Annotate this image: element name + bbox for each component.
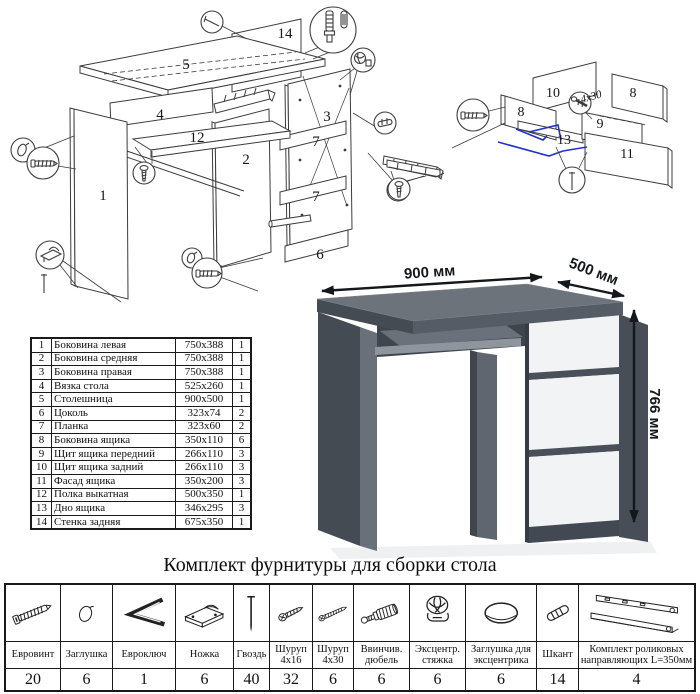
parts-list <box>30 337 252 530</box>
label-part-13: 13 <box>557 133 571 148</box>
part-name: Боковина правая <box>52 366 176 380</box>
hardware-item-quantity: 32 <box>283 670 299 688</box>
part-number: 2 <box>31 352 52 366</box>
part-number: 9 <box>31 447 52 461</box>
cap-icon <box>61 585 112 642</box>
hardware-item <box>354 585 410 690</box>
part-number: 7 <box>31 420 52 434</box>
part-number: 5 <box>31 393 52 407</box>
wooden-dowel-icon <box>537 585 578 642</box>
dowel-screw-and-dowel-callout <box>310 7 356 53</box>
confirmat-callout-drawer <box>457 99 489 131</box>
hardware-item <box>234 585 270 690</box>
part-number: 8 <box>31 434 52 448</box>
depth-dimension-label: 500 мм <box>566 254 621 289</box>
hardware-item <box>270 585 313 690</box>
hardware-item <box>579 585 694 690</box>
parts-table-row <box>31 366 251 380</box>
hardware-item-quantity: 6 <box>82 670 91 688</box>
hardware-item <box>466 585 537 690</box>
desk-render <box>317 255 663 559</box>
parts-table-row <box>31 379 251 393</box>
left-panel-outer <box>318 312 360 546</box>
foot-callout <box>36 241 64 293</box>
part-name: Боковина ящика <box>52 434 176 448</box>
part-name: Фасад ящика <box>52 474 176 488</box>
label-part-8-left: 8 <box>517 105 525 120</box>
part-quantity: 1 <box>233 393 252 407</box>
hardware-item-quantity: 4 <box>632 670 641 688</box>
middle-panel-front <box>477 352 497 540</box>
part-quantity: 3 <box>233 447 252 461</box>
hardware-item-quantity: 40 <box>243 670 260 688</box>
nail-icon <box>234 585 269 642</box>
parts-table-row <box>31 420 251 434</box>
part-size: 900x500 <box>176 393 233 407</box>
label-part-3: 3 <box>323 109 331 125</box>
part-size: 750x388 <box>176 366 233 380</box>
part-number: 4 <box>31 379 52 393</box>
parts-table-row <box>31 488 251 502</box>
part-quantity: 1 <box>233 379 252 393</box>
part-number: 1 <box>31 338 52 352</box>
label-part-2: 2 <box>242 152 250 168</box>
width-dimension-label: 900 мм <box>403 262 456 283</box>
hardware-item <box>113 585 176 690</box>
part-size: 323x60 <box>176 420 233 434</box>
roller-slides-icon <box>579 585 694 642</box>
part-number: 14 <box>31 515 52 529</box>
part-number: 10 <box>31 461 52 475</box>
label-part-11: 11 <box>620 147 634 162</box>
hardware-item-label: Комплект роликовых направляющих L=350мм <box>579 642 694 669</box>
part-quantity: 1 <box>233 488 252 502</box>
part-number: 11 <box>31 474 52 488</box>
label-screw-note: 4x30 <box>579 88 604 106</box>
hardware-item-quantity: 20 <box>25 670 41 688</box>
hardware-item <box>313 585 354 690</box>
parts-table <box>30 337 252 530</box>
label-part-7a: 7 <box>312 134 320 150</box>
part-size: 500x350 <box>176 488 233 502</box>
label-part-9: 9 <box>596 117 604 132</box>
part-quantity: 1 <box>233 338 252 352</box>
part-quantity: 3 <box>233 502 252 516</box>
part-drawer-side-8-right <box>612 74 663 119</box>
part-quantity: 1 <box>233 515 252 529</box>
part-size: 750x388 <box>176 352 233 366</box>
hardware-item-label: Евроключ <box>113 642 175 669</box>
label-part-14: 14 <box>277 26 293 42</box>
part-name: Стенка задняя <box>52 515 176 529</box>
confirmat-callout-2 <box>192 258 222 288</box>
label-part-7b: 7 <box>312 189 320 205</box>
confirmat-screw-icon <box>6 585 60 642</box>
confirmat-callout <box>27 147 59 179</box>
hardware-item-label: Заглушка <box>61 642 112 669</box>
part-name: Вязка стола <box>52 379 176 393</box>
hardware-item-quantity: 14 <box>549 670 566 688</box>
part-size: 750x388 <box>176 338 233 352</box>
hardware-item <box>61 585 113 690</box>
parts-table-row <box>31 447 251 461</box>
desk-exploded-diagram <box>11 7 443 302</box>
part-name: Полка выкатная <box>52 488 176 502</box>
part-size: 323x74 <box>176 406 233 420</box>
label-part-1: 1 <box>99 188 107 204</box>
label-part-10: 10 <box>546 86 560 101</box>
hardware-item-label: Евровинт <box>6 642 60 669</box>
part-size: 266x110 <box>176 461 233 475</box>
label-part-6: 6 <box>316 247 324 263</box>
hardware-item-quantity: 6 <box>200 670 209 688</box>
hardware-item-label: Заглушка для эксцентрика <box>466 642 536 669</box>
hardware-item-label: Ножка <box>176 642 233 669</box>
parts-table-row <box>31 474 251 488</box>
part-size: 346x295 <box>176 502 233 516</box>
parts-table-row <box>31 338 251 352</box>
parts-table-body <box>31 338 251 529</box>
hardware-item-label: Эксцентр. стяжка <box>410 642 465 669</box>
part-quantity: 2 <box>233 420 252 434</box>
hardware-item-quantity: 6 <box>329 670 337 688</box>
part-name: Столешница <box>52 393 176 407</box>
cam-lock-callout <box>351 48 375 72</box>
hardware-item <box>410 585 466 690</box>
drawer-front-2 <box>529 374 619 450</box>
part-quantity: 6 <box>233 434 252 448</box>
hardware-item-quantity: 6 <box>377 670 386 688</box>
part-name: Боковина средняя <box>52 352 176 366</box>
hardware-item-quantity: 6 <box>433 670 442 688</box>
middle-panel-side <box>470 350 477 537</box>
hardware-item <box>537 585 579 690</box>
part-size: 350x110 <box>176 434 233 448</box>
part-name: Цоколь <box>52 406 176 420</box>
hardware-item-quantity: 6 <box>497 670 505 688</box>
hardware-kit-table <box>4 583 696 692</box>
hardware-item-label: Шуруп 4x16 <box>270 642 312 669</box>
screw-callout-rail-bottom <box>388 178 410 200</box>
label-part-4: 4 <box>156 107 164 123</box>
hex-key-icon <box>113 585 175 642</box>
part-number: 6 <box>31 406 52 420</box>
drawer-exploded-diagram <box>387 62 672 200</box>
part-quantity: 3 <box>233 461 252 475</box>
part-name: Щит ящика задний <box>52 461 176 475</box>
foot-icon <box>176 585 233 642</box>
cabinet-left-edge <box>525 312 529 543</box>
part-quantity: 2 <box>233 406 252 420</box>
part-size: 525x260 <box>176 379 233 393</box>
part-size: 675x350 <box>176 515 233 529</box>
dowel-screw-icon <box>354 585 409 642</box>
part-name: Планка <box>52 420 176 434</box>
part-name: Дно ящика <box>52 502 176 516</box>
part-size: 266x110 <box>176 447 233 461</box>
part-number: 3 <box>31 366 52 380</box>
parts-table-row <box>31 393 251 407</box>
part-size: 350x200 <box>176 474 233 488</box>
hardware-item-quantity: 1 <box>140 670 148 688</box>
part-name: Боковина левая <box>52 338 176 352</box>
parts-table-row <box>31 502 251 516</box>
cam-lock-icon <box>410 585 465 642</box>
nail-callout-drawer <box>559 167 585 193</box>
parts-table-row <box>31 434 251 448</box>
label-part-8-right: 8 <box>629 86 637 101</box>
hardware-item-label: Ввинчив. дюбель <box>354 642 409 669</box>
part-quantity: 1 <box>233 352 252 366</box>
dowel-callout-right <box>374 112 396 134</box>
left-panel-edge <box>360 327 377 551</box>
hardware-item <box>6 585 61 690</box>
hardware-item <box>176 585 234 690</box>
hardware-kit-title: Комплект фурнитуры для сборки стола <box>163 554 497 576</box>
screw-16-icon <box>270 585 312 642</box>
part-quantity: 1 <box>233 366 252 380</box>
drawer-front-3 <box>529 451 619 527</box>
parts-table-row <box>31 461 251 475</box>
parts-table-row <box>31 352 251 366</box>
label-part-12: 12 <box>189 130 205 146</box>
drawer-slide-rail-top <box>214 88 275 113</box>
label-part-5: 5 <box>182 57 190 73</box>
parts-table-row <box>31 406 251 420</box>
screw-30-icon <box>313 585 353 642</box>
screw-callout-shelf <box>133 162 155 184</box>
part-number: 13 <box>31 502 52 516</box>
hardware-item-label: Гвоздь <box>234 642 269 669</box>
part-name: Щит ящика передний <box>52 447 176 461</box>
part-quantity: 3 <box>233 474 252 488</box>
hardware-item-label: Шкант <box>537 642 578 669</box>
parts-table-row <box>31 515 251 529</box>
height-dimension-label: 766 мм <box>646 388 663 440</box>
nail-callout <box>201 11 223 33</box>
part-number: 12 <box>31 488 52 502</box>
hardware-item-label: Шуруп 4x30 <box>313 642 353 669</box>
cam-cap-icon <box>466 585 536 642</box>
